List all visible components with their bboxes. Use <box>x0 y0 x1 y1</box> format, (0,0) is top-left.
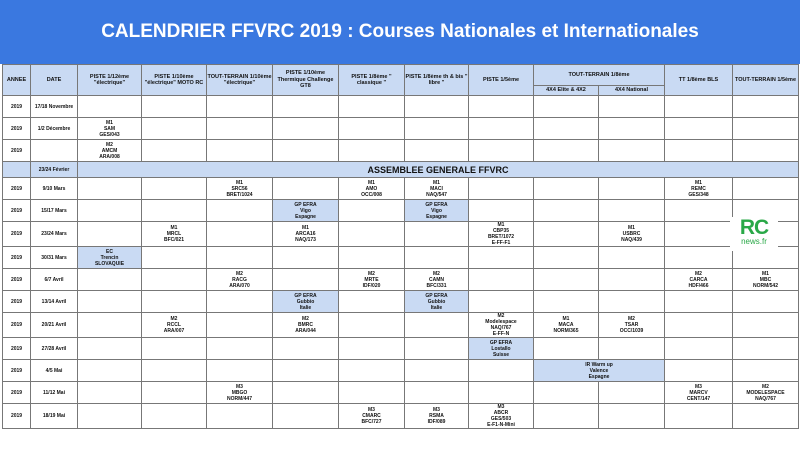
event-cell <box>733 313 799 338</box>
event-cell <box>339 222 405 247</box>
event-cell <box>534 178 599 200</box>
event-cell: M3 MARCV CENT/147 <box>665 382 733 404</box>
header-piste-110: PISTE 1/10ème "électrique" MOTO RC <box>142 65 207 96</box>
assembly-row <box>3 162 799 178</box>
event-cell <box>733 404 799 429</box>
event-cell <box>273 140 339 162</box>
event-cell <box>733 360 799 382</box>
event-cell: M3 CMARC BFC/727 <box>339 404 405 429</box>
event-cell <box>142 247 207 269</box>
event-cell <box>599 178 665 200</box>
event-cell <box>273 360 339 382</box>
event-cell: M2 TSAR OCC/1039 <box>599 313 665 338</box>
event-cell <box>665 313 733 338</box>
event-cell <box>665 291 733 313</box>
event-cell <box>78 222 142 247</box>
table-row <box>3 96 799 118</box>
event-cell <box>599 247 665 269</box>
event-cell <box>273 338 339 360</box>
event-cell <box>665 96 733 118</box>
event-cell <box>599 291 665 313</box>
header-year: ANNEE <box>3 65 31 96</box>
event-cell <box>339 118 405 140</box>
table-row <box>3 247 799 269</box>
header-tt-18: TOUT-TERRAIN 1/8ème <box>534 65 665 86</box>
event-cell <box>273 404 339 429</box>
event-cell <box>469 140 534 162</box>
date-cell: 1/2 Décembre <box>31 118 78 140</box>
header-date: DATE <box>31 65 78 96</box>
date-cell: 13/14 Avril <box>31 291 78 313</box>
event-cell <box>207 360 273 382</box>
event-cell <box>207 291 273 313</box>
event-cell <box>78 269 142 291</box>
event-cell <box>469 200 534 222</box>
event-cell <box>142 404 207 429</box>
event-cell <box>469 291 534 313</box>
event-cell <box>273 178 339 200</box>
event-cell <box>339 200 405 222</box>
event-cell: M2 RACG ARA/070 <box>207 269 273 291</box>
header-piste-15: PISTE 1/5ème <box>469 65 534 96</box>
assembly-label: ASSEMBLEE GENERALE FFVRC <box>78 162 799 178</box>
event-cell <box>469 382 534 404</box>
event-cell: M1 MACI NAQ/547 <box>405 178 469 200</box>
table-row <box>3 222 799 247</box>
event-cell <box>207 140 273 162</box>
event-cell <box>207 404 273 429</box>
event-cell <box>78 178 142 200</box>
event-cell <box>534 338 599 360</box>
event-cell: M2 MRTE IDF/020 <box>339 269 405 291</box>
event-cell <box>534 222 599 247</box>
header-piste-18-classique: PISTE 1/8ème " classique " <box>339 65 405 96</box>
event-cell <box>78 313 142 338</box>
event-cell <box>733 118 799 140</box>
year-cell: 2019 <box>3 247 31 269</box>
event-cell <box>405 118 469 140</box>
logo-rc-text: RC <box>739 216 769 239</box>
header-piste-18-libre: PISTE 1/8ème th & bis " libre " <box>405 65 469 96</box>
header-tt-15: TOUT-TERRAIN 1/5ème <box>733 65 799 96</box>
date-cell <box>31 140 78 162</box>
date-cell: 15/17 Mars <box>31 200 78 222</box>
event-cell <box>469 247 534 269</box>
event-cell <box>142 96 207 118</box>
event-cell <box>273 269 339 291</box>
event-cell: M2 BMRC ARA/044 <box>273 313 339 338</box>
event-cell: M2 AMCM ARA/008 <box>78 140 142 162</box>
year-cell: 2019 <box>3 96 31 118</box>
date-cell: 27/28 Avril <box>31 338 78 360</box>
event-cell: M2 MODELESPACE NAQ/767 <box>733 382 799 404</box>
event-cell: M1 CBP35 BRET/1072 E-FF-F1 <box>469 222 534 247</box>
event-cell <box>142 118 207 140</box>
event-cell <box>142 140 207 162</box>
date-cell: 20/21 Avril <box>31 313 78 338</box>
event-cell <box>207 247 273 269</box>
event-cell <box>142 382 207 404</box>
event-cell: GP EFRA Gubbio Italie <box>405 291 469 313</box>
event-cell: M2 CAMN BFC/331 <box>405 269 469 291</box>
event-cell <box>599 338 665 360</box>
event-cell <box>469 360 534 382</box>
event-cell: M3 MBGO NORM/447 <box>207 382 273 404</box>
year-cell: 2019 <box>3 269 31 291</box>
event-cell <box>599 269 665 291</box>
event-cell <box>733 291 799 313</box>
event-cell <box>534 269 599 291</box>
calendar-table <box>2 64 799 429</box>
date-cell: 11/12 Mai <box>31 382 78 404</box>
date-cell: 18/19 Mai <box>31 404 78 429</box>
event-cell <box>207 200 273 222</box>
event-cell: GP EFRA Vigo Espagne <box>405 200 469 222</box>
table-row <box>3 200 799 222</box>
date-cell: 4/5 Mai <box>31 360 78 382</box>
event-cell <box>142 291 207 313</box>
year-cell: 2019 <box>3 178 31 200</box>
date-cell: 6/7 Avril <box>31 269 78 291</box>
calendar-body <box>3 96 799 429</box>
year-cell: 2019 <box>3 291 31 313</box>
event-cell <box>733 96 799 118</box>
event-cell <box>733 178 799 200</box>
table-row <box>3 382 799 404</box>
event-cell <box>599 404 665 429</box>
table-row <box>3 313 799 338</box>
event-cell <box>142 178 207 200</box>
event-cell <box>534 291 599 313</box>
event-cell <box>599 96 665 118</box>
date-cell: 9/10 Mars <box>31 178 78 200</box>
event-cell <box>273 382 339 404</box>
header-tt-110: TOUT-TERRAIN 1/10ème "électrique" <box>207 65 273 96</box>
event-cell: IR Warm up Valence Espagne <box>534 360 665 382</box>
event-cell <box>207 338 273 360</box>
event-cell: M1 SRC56 BRET/1024 <box>207 178 273 200</box>
logo-domain-text: news.fr <box>741 237 767 246</box>
event-cell <box>665 118 733 140</box>
event-cell <box>405 247 469 269</box>
event-cell <box>142 360 207 382</box>
event-cell <box>534 247 599 269</box>
table-row <box>3 404 799 429</box>
event-cell <box>405 222 469 247</box>
year-cell: 2019 <box>3 118 31 140</box>
year-cell: 2019 <box>3 140 31 162</box>
event-cell <box>273 96 339 118</box>
event-cell: GP EFRA Vigo Espagne <box>273 200 339 222</box>
event-cell <box>339 382 405 404</box>
event-cell <box>665 360 733 382</box>
event-cell <box>78 200 142 222</box>
event-cell <box>339 313 405 338</box>
event-cell <box>534 404 599 429</box>
event-cell <box>599 118 665 140</box>
year-cell: 2019 <box>3 382 31 404</box>
table-row <box>3 269 799 291</box>
event-cell <box>339 291 405 313</box>
event-cell: M1 AMO OCC/008 <box>339 178 405 200</box>
event-cell <box>339 247 405 269</box>
event-cell <box>339 338 405 360</box>
event-cell <box>142 338 207 360</box>
event-cell <box>78 404 142 429</box>
event-cell <box>273 247 339 269</box>
event-cell <box>665 338 733 360</box>
event-cell <box>207 118 273 140</box>
event-cell <box>469 118 534 140</box>
event-cell <box>665 247 733 269</box>
event-cell <box>534 200 599 222</box>
header-piste-110-thermique: PISTE 1/10ème Thermique Challenge GT8 <box>273 65 339 96</box>
event-cell: EC Trencin SLOVAQUIE <box>78 247 142 269</box>
header-tt-18-elite: 4X4 Elite & 4X2 <box>534 86 599 96</box>
date-cell: 23/24 Mars <box>31 222 78 247</box>
event-cell <box>78 96 142 118</box>
year-cell: 2019 <box>3 404 31 429</box>
table-row <box>3 291 799 313</box>
event-cell <box>599 200 665 222</box>
event-cell <box>405 140 469 162</box>
event-cell <box>339 140 405 162</box>
event-cell <box>469 96 534 118</box>
event-cell <box>469 269 534 291</box>
event-cell <box>534 118 599 140</box>
event-cell <box>534 96 599 118</box>
event-cell <box>405 338 469 360</box>
event-cell <box>665 140 733 162</box>
header-piste-112: PISTE 1/12ème "électrique" <box>78 65 142 96</box>
event-cell <box>273 118 339 140</box>
event-cell <box>339 96 405 118</box>
event-cell: M1 ARCA16 NAQ/173 <box>273 222 339 247</box>
year-cell: 2019 <box>3 360 31 382</box>
event-cell: M1 USBRC NAQ/439 <box>599 222 665 247</box>
assembly-year <box>3 162 31 178</box>
event-cell: M1 SAM GES/043 <box>78 118 142 140</box>
rcnews-logo <box>730 217 778 251</box>
event-cell <box>207 222 273 247</box>
header-tt-18-bls: TT 1/8ème BLS <box>665 65 733 96</box>
event-cell <box>534 140 599 162</box>
table-row <box>3 178 799 200</box>
event-cell <box>665 222 733 247</box>
year-cell: 2019 <box>3 200 31 222</box>
year-cell: 2019 <box>3 338 31 360</box>
table-row <box>3 140 799 162</box>
date-cell: 30/31 Mars <box>31 247 78 269</box>
event-cell <box>665 200 733 222</box>
event-cell <box>207 313 273 338</box>
event-cell <box>405 360 469 382</box>
assembly-date: 23/24 Février <box>31 162 78 178</box>
event-cell <box>405 96 469 118</box>
event-cell <box>78 382 142 404</box>
event-cell: M2 RCCL ARA/007 <box>142 313 207 338</box>
event-cell <box>733 338 799 360</box>
event-cell <box>78 291 142 313</box>
event-cell: GP EFRA Lostallo Suisse <box>469 338 534 360</box>
event-cell <box>599 382 665 404</box>
event-cell <box>665 404 733 429</box>
event-cell <box>405 382 469 404</box>
event-cell: M1 REMC GES/348 <box>665 178 733 200</box>
event-cell: M3 ABCR GES/503 E-F1-N-Mini <box>469 404 534 429</box>
event-cell: M1 MACA NORM/365 <box>534 313 599 338</box>
table-row <box>3 118 799 140</box>
page-title: CALENDRIER FFVRC 2019 : Courses Nationales et Internationales <box>0 0 800 64</box>
year-cell: 2019 <box>3 222 31 247</box>
event-cell <box>733 140 799 162</box>
event-cell: M2 Modelespace NAQ/767 E-FF-N <box>469 313 534 338</box>
event-cell: M1 MBC NORM/542 <box>733 269 799 291</box>
event-cell <box>599 140 665 162</box>
table-row <box>3 338 799 360</box>
table-row <box>3 360 799 382</box>
event-cell <box>142 200 207 222</box>
event-cell: M3 RSMA IDF/089 <box>405 404 469 429</box>
event-cell <box>207 96 273 118</box>
event-cell: M2 CARCA HDF/466 <box>665 269 733 291</box>
year-cell: 2019 <box>3 313 31 338</box>
event-cell <box>78 360 142 382</box>
event-cell: GP EFRA Gubbio Italie <box>273 291 339 313</box>
event-cell: M1 MRCL BFC/021 <box>142 222 207 247</box>
date-cell: 17/18 Novembre <box>31 96 78 118</box>
event-cell <box>142 269 207 291</box>
header-tt-18-national: 4X4 National <box>599 86 665 96</box>
event-cell <box>469 178 534 200</box>
event-cell <box>339 360 405 382</box>
event-cell <box>405 313 469 338</box>
event-cell <box>78 338 142 360</box>
event-cell <box>534 382 599 404</box>
